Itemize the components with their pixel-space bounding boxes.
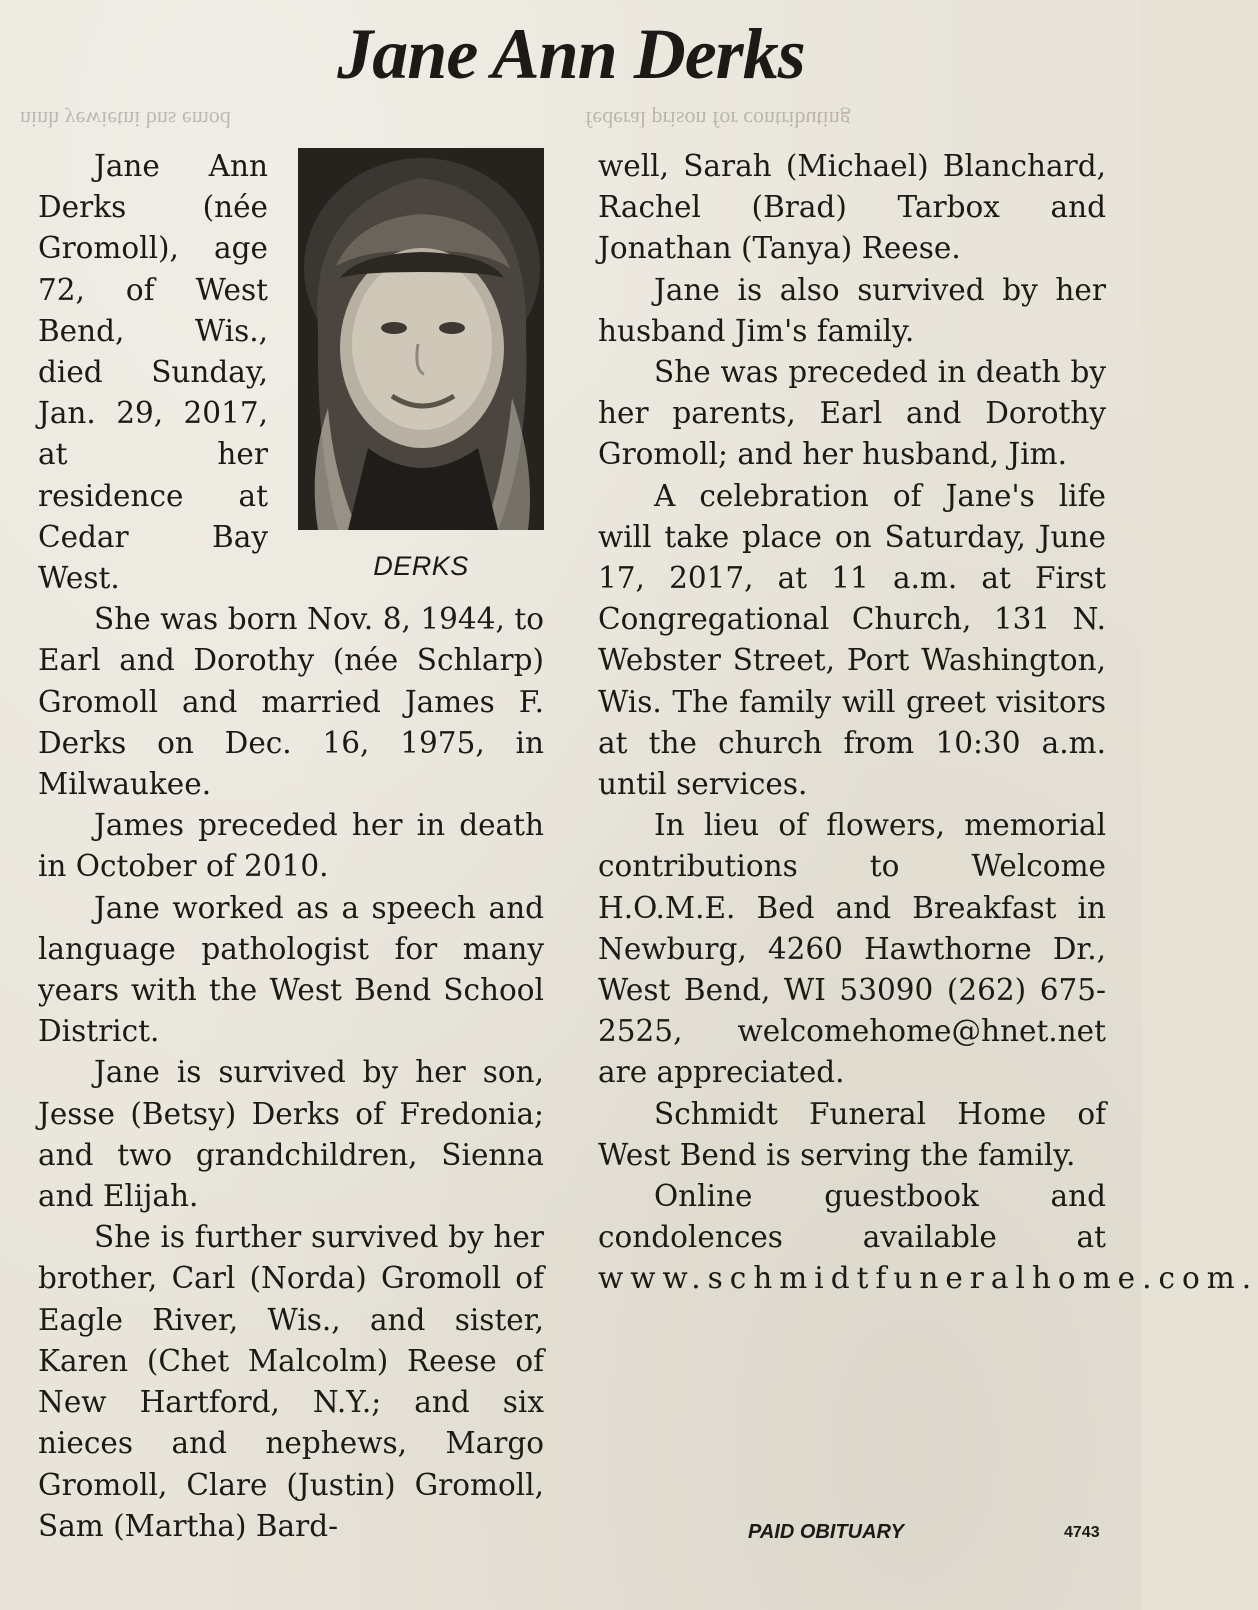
paid-obituary-label: PAID OBITUARY <box>748 1521 904 1543</box>
paragraph: A celebration of Jane's life will take place on Saturday, June 17, 2017, at 11 a.m. at First Congregational Church, 131 N. Webster Street, Port Washington, Wis. The family will greet visitors at the church from 10:30 a.m. until services. <box>598 478 1106 802</box>
obituary-headline: Jane Ann Derks <box>337 14 805 94</box>
paragraph: Jane worked as a speech and language pathologist for many years with the West Bend School District. <box>38 890 544 1049</box>
paragraph: James preceded her in death in October of 2010. <box>38 808 544 884</box>
paragraph: She was born Nov. 8, 1944, to Earl and Dorothy (née Schlarp) Gromoll and married James F. Derks on Dec. 16, 1975, in Milwaukee. <box>38 602 544 802</box>
column-left <box>38 146 544 1547</box>
paragraph: Jane is also survived by her husband Jim's family. <box>598 272 1106 348</box>
photo-block <box>288 146 544 587</box>
paragraph: Schmidt Funeral Home of West Bend is serving the family. <box>598 1096 1106 1172</box>
guestbook-paragraph <box>598 1176 1258 1300</box>
guestbook-text: Online guestbook and condolences available at <box>598 1179 1106 1255</box>
column-right <box>598 146 1258 1300</box>
paragraph: She is further survived by her brother, Carl (Norda) Gromoll of Eagle River, Wis., and sister, Karen (Chet Malcolm) Reese of New Hartford, N.Y.; and six nieces and nephews, Margo Gromoll, Clare (Justin) Gromoll, Sam (Martha) Bard- <box>38 1220 544 1543</box>
ad-code: 4743 <box>1064 1524 1100 1541</box>
portrait-photo <box>298 148 544 530</box>
guestbook-url[interactable]: www.schmidtfuneralhome.com. <box>598 1261 1258 1296</box>
paragraph: She was preceded in death by her parents, Earl and Dorothy Gromoll; and her husband, Jim. <box>598 355 1106 472</box>
paragraph: Jane is survived by her son, Jesse (Betsy) Derks of Fredonia; and two grandchildren, Sienna and Elijah. <box>38 1055 544 1214</box>
continued-paragraph: well, Sarah (Michael) Blanchard, Rachel (Brad) Tarbox and Jonathan (Tanya) Reese. <box>598 149 1106 266</box>
bleed-through-text-left: ninh yewietni bns emod <box>20 107 231 132</box>
paragraph: Jane Ann Derks (née Gromoll), age 72, of West Bend, Wis., died Sunday, Jan. 29, 2017, at her residence at Cedar Bay West. <box>38 149 268 596</box>
bleed-through-text-right: federal prison for contributing <box>585 107 851 132</box>
photo-caption: DERKS <box>373 551 469 581</box>
paragraph: In lieu of flowers, memorial contributions to Welcome H.O.M.E. Bed and Breakfast in Newburg, 4260 Hawthorne Dr., West Bend, WI 53090 (262) 675-2525, welcomehome@hnet.net are appreciated. <box>598 808 1106 1090</box>
